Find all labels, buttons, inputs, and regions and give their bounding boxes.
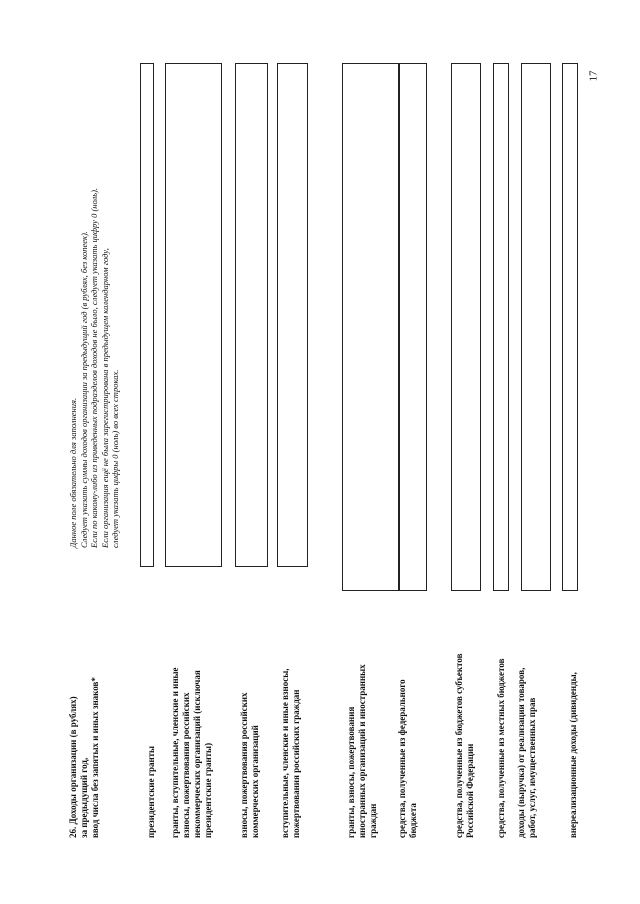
row-label-federal-budget: средства, полученные из федерального бюджета <box>397 679 418 838</box>
instruction-line-4: Если организация ещё не была зарегистрирована в предыдущем календарном году, <box>99 248 110 548</box>
row-label-presidential-grants: президентские гранты <box>146 745 156 838</box>
instruction-line-2: Следует указать суммы доходов организации за предыдущий год (в рублях, без копеек). <box>78 231 89 548</box>
input-commercial-donations[interactable] <box>235 63 268 567</box>
input-citizen-donations[interactable] <box>277 63 308 567</box>
instruction-line-3: Если по какому-либо из приведенных подразделов доходов не было, следует указать цифру 0 (ноль). <box>89 187 99 548</box>
row-label-nko-grants: гранты, вступительные, членские и иные взносы, пожертвования российских некоммерческих организаций (исключая президентские гранты) <box>170 667 213 838</box>
row-label-regional-budget: средства, полученные из бюджетов субъектов Российской Федерации <box>454 653 475 838</box>
row-label-local-budget: средства, полученные из местных бюджетов <box>496 658 506 838</box>
row-label-foreign-donations: гранты, взносы, пожертвования иностранных организаций и иностранных граждан <box>346 664 378 838</box>
page-number: 17 <box>587 70 600 82</box>
input-sales-revenue[interactable] <box>521 63 551 591</box>
section-title <box>68 677 101 838</box>
row-label-citizen-donations: вступительные, членские и иные взносы, пожертвования российских граждан <box>280 668 301 838</box>
section-title-line-2: за предыдущий год, <box>79 757 89 838</box>
input-regional-budget[interactable] <box>451 63 481 591</box>
row-label-commercial-donations: взносы, пожертвования российских коммерческих организаций <box>239 692 260 838</box>
section-title-line-1: 26. Доходы организации (в рублях) <box>68 696 78 838</box>
row-label-sales-revenue: доходы (выручка) от реализации товаров, работ, услуг, имущественных прав <box>516 667 537 838</box>
instruction-line-1: Данное поле обязательно для заполнения. <box>68 397 78 548</box>
input-foreign-donations[interactable] <box>342 63 399 591</box>
instructions <box>68 188 121 548</box>
section-title-line-3: ввод числа без запятых и иных знаков* <box>90 677 100 838</box>
row-label-non-operating-income: внереализационные доходы (дивиденды, <box>568 672 578 838</box>
instruction-line-5: следует указать цифры 0 (ноль) во всех строках. <box>110 369 120 548</box>
input-federal-budget[interactable] <box>399 63 427 591</box>
input-presidential-grants[interactable] <box>140 63 154 567</box>
input-local-budget[interactable] <box>493 63 509 591</box>
input-nko-grants[interactable] <box>165 63 222 567</box>
input-non-operating-income[interactable] <box>562 63 578 591</box>
